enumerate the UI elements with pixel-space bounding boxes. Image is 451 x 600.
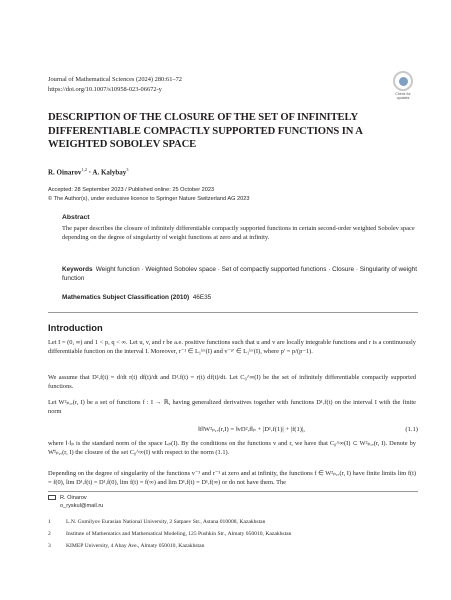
doi-link[interactable]: https://doi.org/10.1007/s10958-023-06672-y [48,86,162,93]
equation-number: (1.1) [405,426,418,433]
introduction-heading: Introduction [48,322,103,333]
body-paragraph: We assume that D²ᵣf(t) = d/dt r(t) df(t)/dt and D¹ᵣf(t) = r(t) df(t)/dt. Let C₀^∞(I) be the set of infinitely differentiable compactly supported functions. [48,374,416,390]
msc-code: 46E35 [192,294,212,301]
keywords-section [62,266,418,284]
affiliation-number: 2 [48,531,51,537]
copyright-notice: © The Author(s), under exclusive licence to Springer Nature Switzerland AG 2023 [48,196,250,202]
affiliation-number: 1 [48,519,51,525]
body-paragraph: Let I = (0, ∞) and 1 < p, q < ∞. Let u, v, and r be a.e. positive functions such that u and v are locally integrable functions and r is a continuously differentiable function on the interval I. Moreover, r⁻¹ ∈ L₁ˡᵒᶜ(I) and v⁻ᵖ′ ∈ L₁ˡᵒᶜ(I), where p′ = p/(p−1). [48,339,416,355]
author-list [48,165,129,177]
update-badge-label: Check for updates [395,92,411,101]
author-name[interactable]: R. Oinarov [48,168,82,177]
envelope-icon [48,495,56,500]
correspondence-email[interactable]: o_ryskul@mail.ru [60,503,104,509]
article-title: DESCRIPTION OF THE CLOSURE OF THE SET OF INFINITELY DIFFERENTIABLE COMPACTLY SUPPORTED FUNCTIONS IN A WEIGHTED SOBOLEV SPACE [48,112,363,151]
equation-body: ‖f‖W²ₚ,ᵥ(r,I) = ‖vD²ᵣf‖ₚ + |D¹ᵣf(1)| + |f(1)|, [198,426,305,433]
body-paragraph: where ‖·‖ₚ is the standard norm of the space Lₚ(I). By the conditions on the functions v and r, we have that C₀^∞(I) ⊂ W²ₚ,ᵥ(r, I). Denote by W̊²ₚ,ᵥ(r, I) the closure of the set C₀^∞(I) with respect to the norm (1.1). [48,440,416,456]
abstract-section [62,213,418,243]
body-paragraph: Let W²ₚ,ᵥ(r, I) be a set of functions f : I → ℝ, having generalized derivatives together with functions D¹ᵣf(t) on the interval I with the finite norm [48,399,416,415]
equation-1-1 [48,424,418,436]
footnote-divider [48,491,418,492]
affiliation-text: Institute of Mathematics and Mathematical Modeling, 125 Pushkin Str., Almaty 050010, Kazakhstan [66,531,292,537]
author-separator: · [88,168,92,177]
journal-citation: Journal of Mathematical Sciences (2024) 280:61–72 [48,76,182,83]
affiliation-item [48,542,204,550]
affiliation-text: L.N. Gumilyov Eurasian National University, 2 Satpaev Str., Astana 010008, Kazakhstan [66,519,266,525]
author-affiliation-marker: 1,2 [81,167,87,172]
correspondence-block [48,494,103,510]
affiliation-item [48,530,291,538]
affiliation-item [48,518,265,526]
check-for-updates-badge[interactable] [391,71,415,107]
msc-label: Mathematics Subject Classification (2010) [62,294,190,301]
keywords-label: Keywords [62,266,93,273]
section-divider [48,312,418,313]
correspondence-name: R. Oinarov [60,495,87,501]
author-name[interactable]: A. Kalybay [92,168,127,177]
update-badge-icon [393,71,413,91]
abstract-heading: Abstract [62,214,90,221]
publication-history: Accepted: 28 September 2023 / Published online: 25 October 2023 [48,187,215,193]
author-affiliation-marker: 3 [126,167,129,172]
affiliation-text: KIMEP University, 4 Abay Ave., Almaty 050010, Kazakhstan [66,543,205,549]
abstract-text: The paper describes the closure of infinitely differentiable compactly supported functions in certain second-order weighted Sobolev space depending on the degree of singularity of weight functions at zero and at infinity. [62,225,415,241]
keywords-text: Weight function · Weighted Sobolev space · Set of compactly supported functions · Closure · Singularity of weight function [62,266,417,282]
affiliation-number: 3 [48,543,51,549]
msc-classification [62,294,211,302]
body-paragraph: Depending on the degree of singularity of the functions v⁻¹ and r⁻¹ at zero and at infinity, the functions f ∈ W²ₚ,ᵥ(r, I) have finite limits lim f(t) = f(0), lim D¹ᵣf(t) = D¹ᵣf(0), lim f(t) = f(∞) and lim D¹ᵣf(t) = D¹ᵣf(∞) or do not have them. The [48,470,416,486]
